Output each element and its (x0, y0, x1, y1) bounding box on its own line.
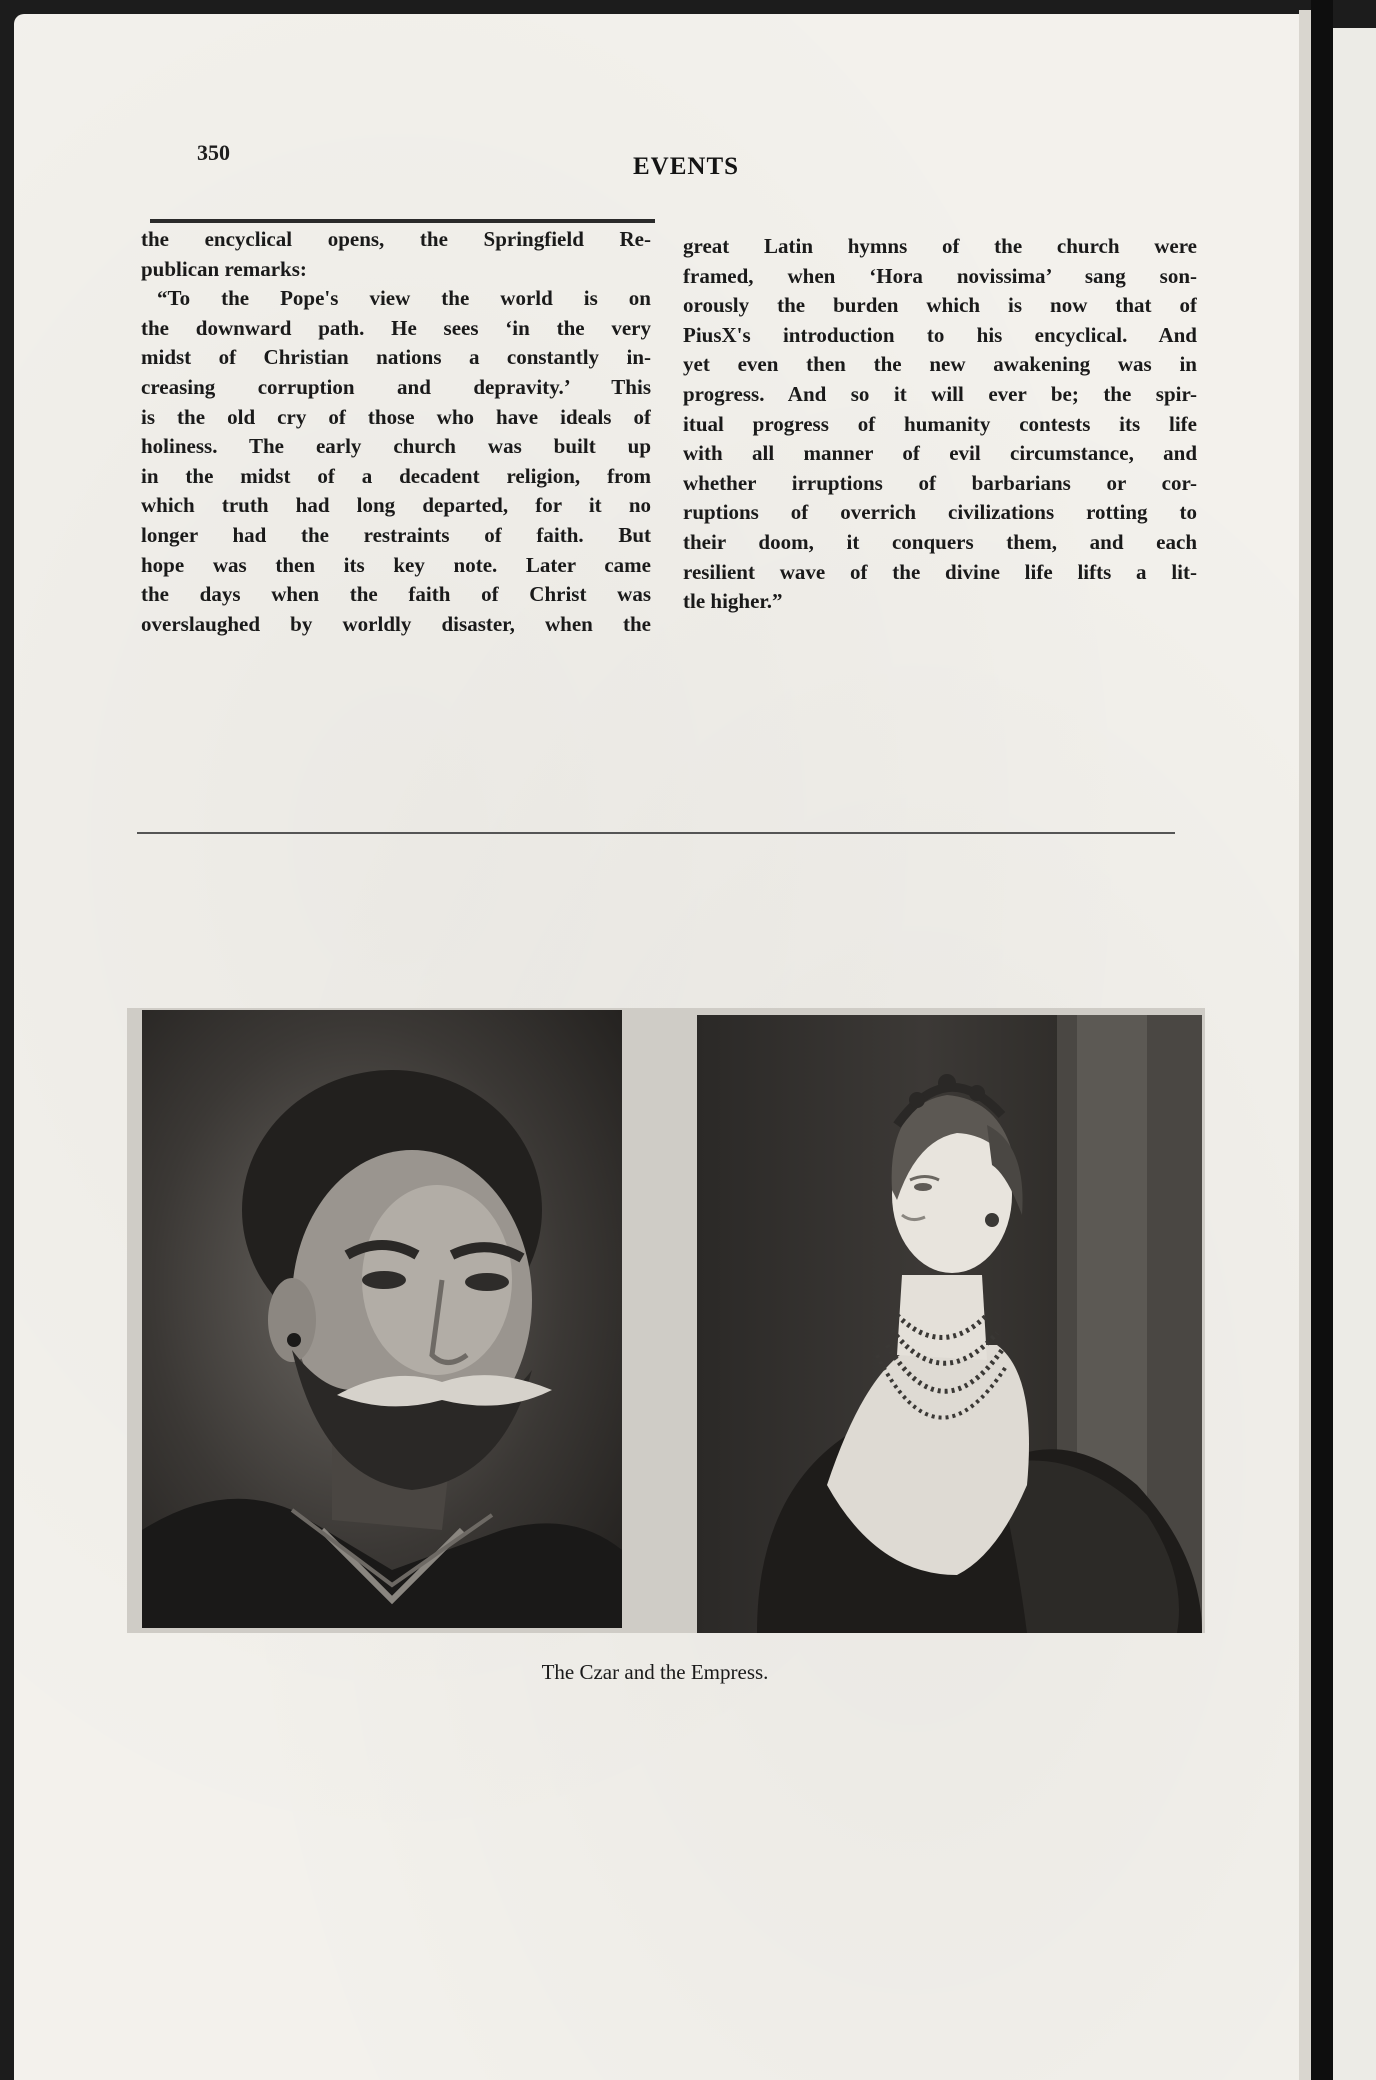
text-line: their doom, it conquers them, and each (683, 529, 1197, 554)
text-line: overslaughed by worldly disaster, when the (141, 611, 651, 636)
text-line: orously the burden which is now that of (683, 293, 1197, 318)
illustration-caption: The Czar and the Empress. (541, 1660, 769, 1684)
text-line: whether irruptions of barbarians or cor- (683, 470, 1197, 495)
text-line: great Latin hymns of the church were (683, 234, 1197, 258)
text-line: holiness. The early church was built up (141, 434, 651, 459)
text-line: the days when the faith of Christ was (141, 582, 651, 607)
head-rule (150, 219, 655, 223)
text-line: tle higher.” (683, 589, 783, 614)
text-line: which truth had long departed, for it no (141, 493, 651, 518)
binding-gutter (1311, 0, 1333, 2080)
text-line: is the old cry of those who have ideals of (141, 404, 651, 429)
text-line: creasing corruption and depravity.’ This (141, 374, 651, 399)
running-head: EVENTS (633, 153, 740, 180)
text-line: resilient wave of the divine life lifts a lit- (683, 559, 1197, 584)
text-line: in the midst of a decadent religion, from (141, 463, 651, 488)
text-line: PiusX's introduction to his encyclical. And (683, 322, 1197, 347)
text-line: publican remarks: (141, 256, 307, 281)
empress-portrait-image (697, 1015, 1202, 1633)
text-line: framed, when ‘Hora novissima’ sang son- (683, 263, 1197, 288)
text-line: midst of Christian nations a constantly in- (141, 345, 651, 370)
text-line: “To the Pope's view the world is on (157, 286, 651, 311)
text-line: yet even then the new awakening was in (683, 352, 1197, 377)
text-line: progress. And so it will ever be; the spir- (683, 381, 1197, 406)
text-line: itual progress of humanity contests its life (683, 411, 1197, 436)
page-margin-band (1299, 10, 1311, 2080)
text-line: the downward path. He sees ‘in the very (141, 315, 651, 340)
czar-portrait-image (142, 1010, 622, 1628)
page-number: 350 (197, 140, 230, 165)
text-line: ruptions of overrich civilizations rotting to (683, 500, 1197, 525)
facing-page-edge (1333, 28, 1376, 2080)
section-divider (137, 832, 1175, 834)
text-line: longer had the restraints of faith. But (141, 522, 651, 547)
text-line: the encyclical opens, the Springfield Re- (141, 227, 651, 251)
text-line: with all manner of evil circumstance, and (683, 441, 1197, 466)
right-column (683, 232, 1197, 617)
text-line: hope was then its key note. Later came (141, 552, 651, 577)
left-column (141, 225, 651, 639)
